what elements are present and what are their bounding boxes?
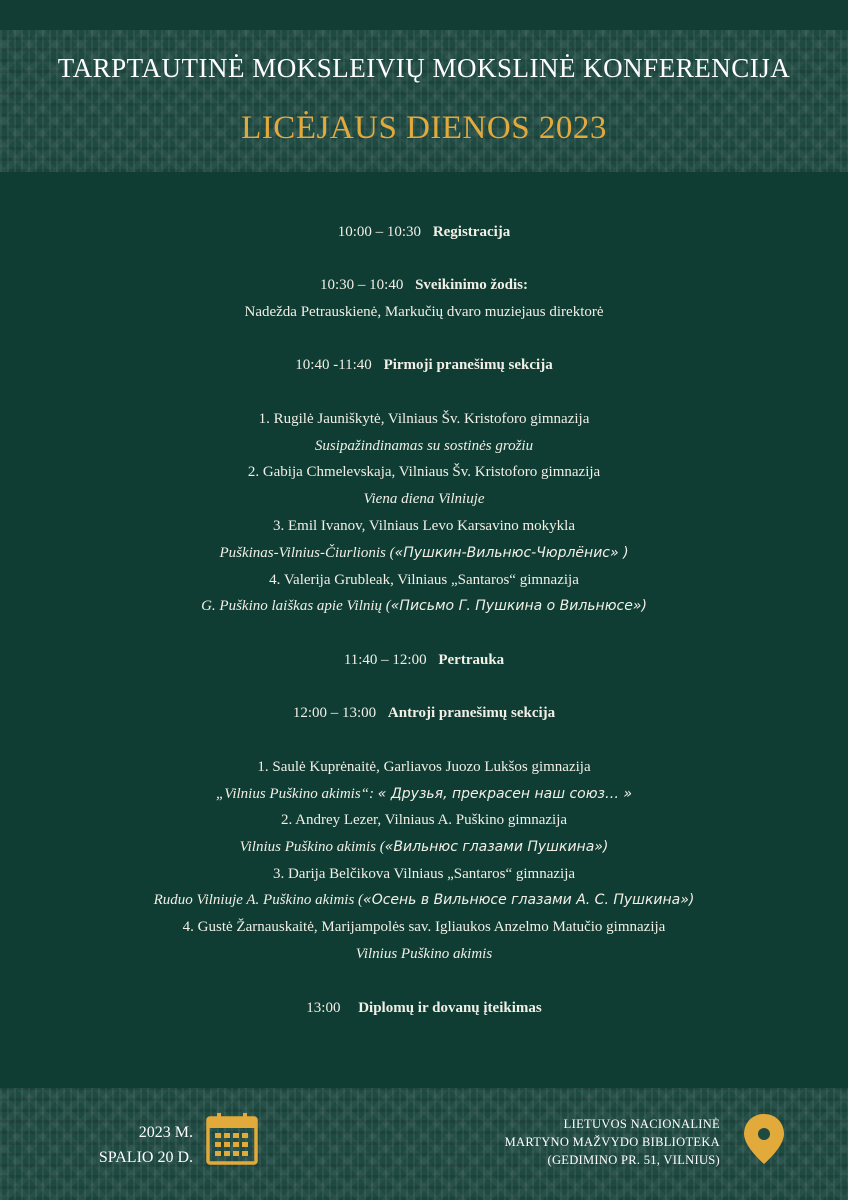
section1-author-3: 3. Emil Ivanov, Vilniaus Levo Karsavino mokykla [273, 518, 575, 534]
section1-title-1 [0, 436, 848, 456]
conference-title: TARPTAUTINĖ MOKSLEIVIŲ MOKSLINĖ KONFERENCIJA [57, 53, 791, 83]
section1-row [0, 355, 848, 375]
venue-line-2: MARTYNO MAŽVYDO BIBLIOTEKA [504, 1135, 720, 1149]
calendar-icon [205, 1112, 259, 1166]
section1-author-4: 4. Valerija Grubleak, Vilniaus „Santaros“ gimnazija [269, 572, 579, 588]
awards-time: 13:00 [306, 1000, 341, 1016]
section2-row [0, 703, 848, 723]
section1-author-1: 1. Rugilė Jauniškytė, Vilniaus Šv. Kristoforo gimnazija [258, 411, 590, 427]
section1-title-4-ru: «Письмо Г. Пушкина о Вильнюсе») [390, 598, 647, 614]
registration-label: Registracija [432, 224, 511, 240]
section2-title-1-ru: « Друзья, прекрасен наш союз… » [377, 786, 633, 802]
venue-address [505, 1115, 720, 1169]
section1-label: Pirmoji pranešimų sekcija [383, 357, 553, 373]
section1-title-2-lt: Viena diena Vilniuje [363, 491, 485, 507]
break-time: 11:40 – 12:00 [343, 652, 427, 668]
section2-author-2: 2. Andrey Lezer, Vilniaus A. Puškino gimnazija [280, 812, 568, 828]
section2-author-4: 4. Gustė Žarnauskaitė, Marijampolės sav. Igliaukos Anzelmo Matučio gimnazija [182, 919, 666, 935]
venue-line-1: LIETUVOS NACIONALINĖ [563, 1117, 720, 1131]
greeting-time: 10:30 – 10:40 [319, 277, 404, 293]
section1-title-2 [0, 489, 848, 509]
section1-title-3-lt: Puškinas-Vilnius-Čiurlionis ( [219, 545, 395, 561]
section1-time: 10:40 -11:40 [295, 357, 372, 373]
section2-title-3-lt: Ruduo Vilniuje A. Puškino akimis ( [153, 892, 364, 908]
greeting-speaker: Nadežda Petrauskienė, Markučių dvaro muziejaus direktorė [244, 304, 604, 320]
section2-author-3: 3. Darija Belčikova Vilniaus „Santaros“ gimnazija [272, 866, 576, 882]
section2-title-1-lt: „Vilnius Puškino akimis“: [215, 786, 378, 802]
break-label: Pertrauka [438, 652, 505, 668]
section2-title-1 [0, 784, 848, 804]
section1-author-2: 2. Gabija Chmelevskaja, Vilniaus Šv. Kristoforo gimnazija [247, 464, 601, 480]
section2-author-1: 1. Saulė Kuprėnaitė, Garliavos Juozo Lukšos gimnazija [257, 759, 591, 775]
registration-time: 10:00 – 10:30 [337, 224, 422, 240]
awards-label: Diplomų ir dovanų įteikimas [358, 1000, 542, 1016]
awards-row [0, 998, 848, 1018]
greeting-label: Sveikinimo žodis: [415, 277, 529, 293]
location-pin-icon [740, 1112, 788, 1166]
section2-title-2 [0, 837, 848, 857]
venue-line-3: (GEDIMINO PR. 51, VILNIUS) [547, 1153, 720, 1167]
section2-title-4-lt: Vilnius Puškino akimis [355, 946, 493, 962]
event-date [99, 1120, 193, 1170]
conference-subtitle: LICĖJAUS DIENOS 2023 [241, 110, 607, 146]
registration-row [0, 222, 848, 242]
section1-title-4-lt: G. Puškino laiškas apie Vilnių ( [201, 598, 391, 614]
event-date-year: 2023 M. [138, 1124, 193, 1141]
section1-title-3 [0, 543, 848, 563]
section2-title-2-lt: Vilnius Puškino akimis ( [239, 839, 385, 855]
break-row [0, 650, 848, 670]
section2-title-4 [0, 944, 848, 964]
section1-title-4 [0, 596, 848, 616]
greeting-row [0, 275, 848, 295]
section2-label: Antroji pranešimų sekcija [387, 705, 556, 721]
section2-time: 12:00 – 13:00 [292, 705, 377, 721]
section2-title-2-ru: «Вильнюс глазами Пушкина») [384, 839, 609, 855]
section2-title-3 [0, 890, 848, 910]
section2-title-3-ru: «Осень в Вильнюсе глазами А. С. Пушкина») [363, 892, 695, 908]
section1-title-1-lt: Susipažindinamas su sostinės grožiu [314, 438, 534, 454]
section1-title-3-ru: «Пушкин-Вильнюс-Чюрлёнис» ) [394, 545, 629, 561]
event-date-day: SPALIO 20 D. [98, 1149, 193, 1166]
